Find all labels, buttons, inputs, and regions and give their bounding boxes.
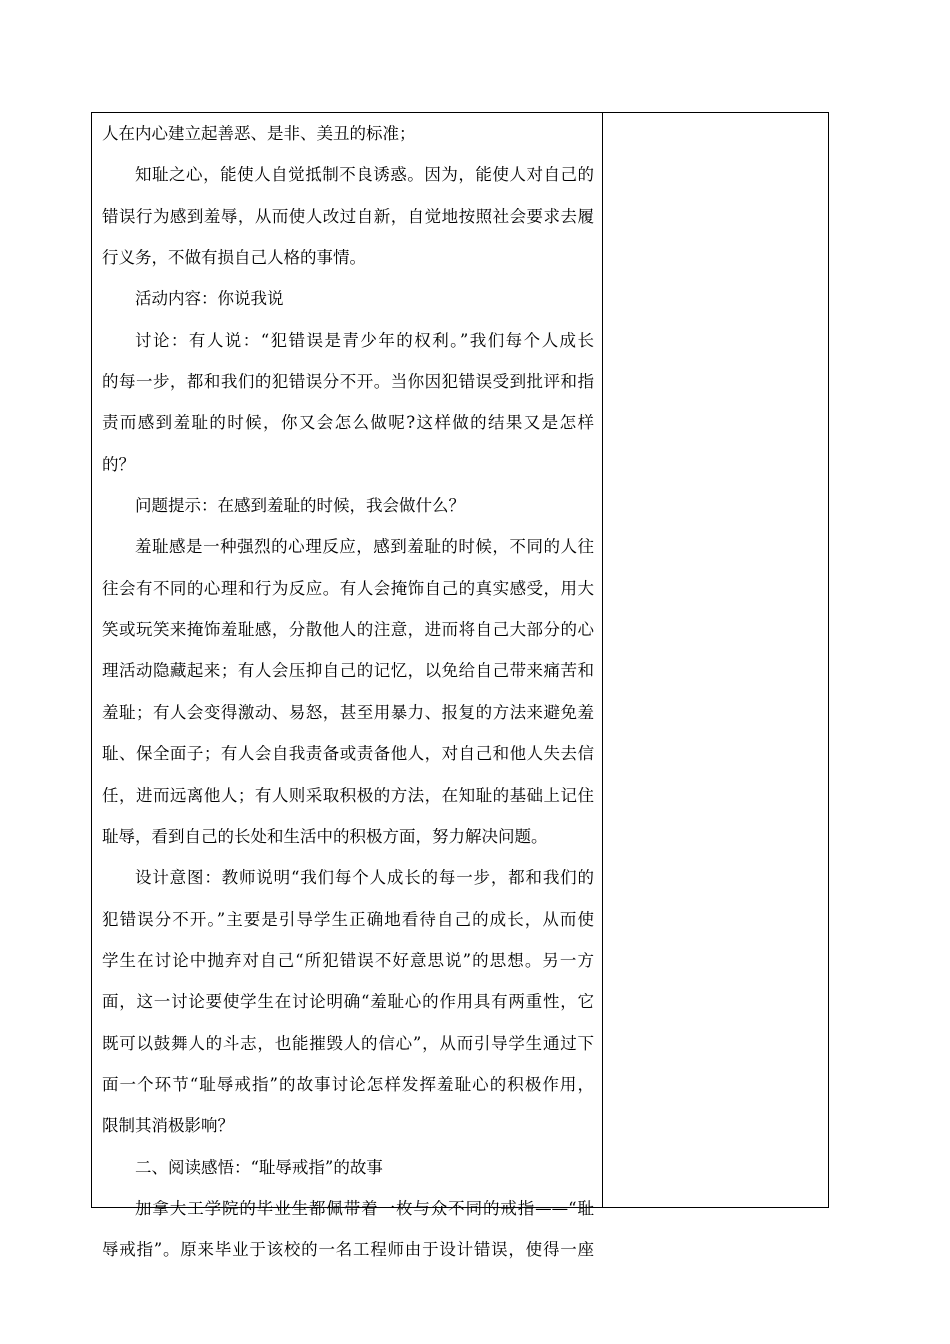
- text-line: 耻辱，看到自己的长处和生活中的积极方面，努力解决问题。: [102, 826, 548, 846]
- lesson-table: [91, 112, 829, 1260]
- left-column-text: [102, 113, 594, 1271]
- text-line: 既可以鼓舞人的斗志，也能摧毁人的信心”，从而引导学生通过下: [102, 1033, 594, 1053]
- text-line: 知耻之心，能使人自觉抵制不良诱惑。因为，能使人对自己的: [135, 165, 594, 185]
- text-line: 讨论：有人说：“犯错误是青少年的权利。”我们每个人成长: [135, 330, 594, 350]
- text-line: 学生在讨论中抛弃对自己“所犯错误不好意思说”的思想。另一方: [102, 950, 594, 970]
- text-line: 设计意图：教师说明“我们每个人成长的每一步，都和我们的: [135, 868, 594, 888]
- text-line: 责而感到羞耻的时候，你又会怎么做呢?这样做的结果又是怎样: [102, 413, 594, 433]
- text-line: 往会有不同的心理和行为反应。有人会掩饰自己的真实感受，用大: [102, 578, 594, 598]
- text-line: 面一个环节“耻辱戒指”的故事讨论怎样发挥羞耻心的积极作用，: [102, 1074, 594, 1094]
- text-line: 行义务，不做有损自己人格的事情。: [102, 248, 366, 268]
- text-line: 加拿大工学院的毕业生都佩带着一枚与众不同的戒指——“耻: [135, 1198, 594, 1218]
- text-line: 问题提示：在感到羞耻的时候，我会做什么？: [135, 496, 465, 516]
- text-line: 人在内心建立起善恶、是非、美丑的标准；: [102, 124, 416, 143]
- text-line: 活动内容：你说我说: [135, 289, 284, 309]
- text-line: 的？: [102, 454, 135, 474]
- text-line: 面，这一讨论要使学生在讨论明确“羞耻心的作用具有两重性，它: [102, 992, 594, 1012]
- right-column-empty: [603, 113, 828, 1207]
- text-line: 的每一步，都和我们的犯错误分不开。当你因犯错误受到批评和指: [102, 372, 594, 392]
- text-line: 错误行为感到羞辱，从而使人改过自新，自觉地按照社会要求去履: [102, 206, 594, 226]
- text-line: 笑或玩笑来掩饰羞耻感，分散他人的注意，进而将自己大部分的心: [102, 620, 594, 640]
- text-line: 辱戒指”。原来毕业于该校的一名工程师由于设计错误，使得一座: [102, 1240, 594, 1260]
- text-line: 任，进而远离他人；有人则采取积极的方法，在知耻的基础上记住: [102, 785, 594, 805]
- text-line: 二、阅读感悟：“耻辱戒指”的故事: [135, 1157, 383, 1177]
- text-line: 羞耻；有人会变得激动、易怒，甚至用暴力、报复的方法来避免羞: [102, 702, 594, 722]
- text-line: 耻、保全面子；有人会自我责备或责备他人，对自己和他人失去信: [102, 744, 594, 764]
- text-line: 理活动隐藏起来；有人会压抑自己的记忆，以免给自己带来痛苦和: [102, 661, 594, 681]
- text-line: 犯错误分不开。”主要是引导学生正确地看待自己的成长，从而使: [102, 909, 594, 929]
- text-line: 限制其消极影响？: [102, 1116, 234, 1136]
- text-line: 羞耻感是一种强烈的心理反应，感到羞耻的时候，不同的人往: [135, 537, 594, 557]
